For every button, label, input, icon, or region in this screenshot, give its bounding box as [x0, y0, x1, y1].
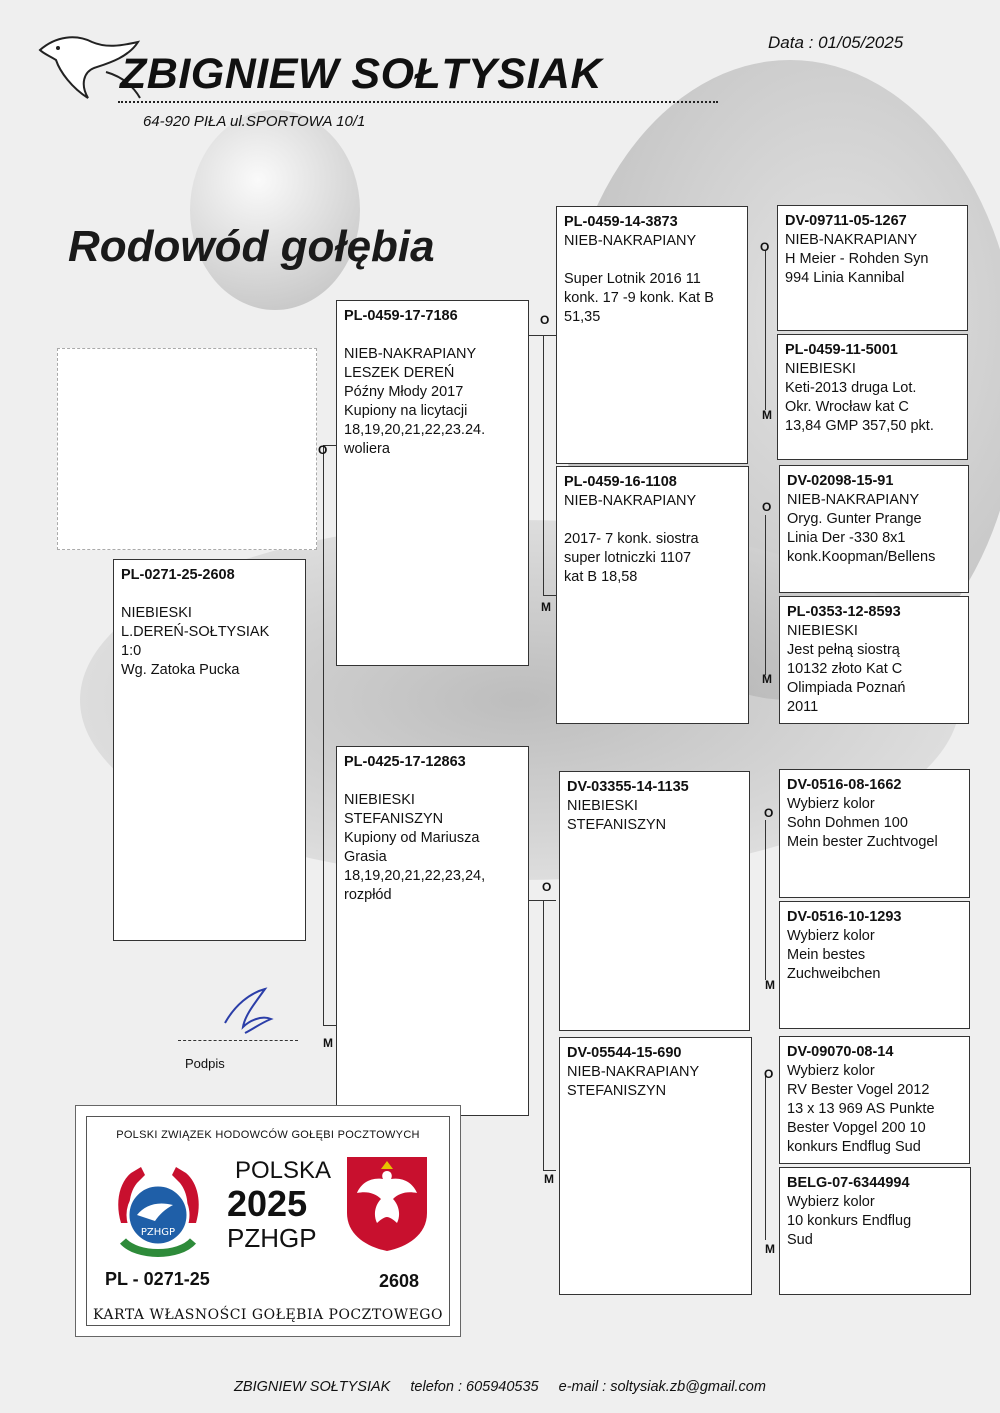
- father-box: [336, 300, 529, 666]
- ring-number: PL-0459-16-1108: [564, 474, 677, 490]
- marker-mother: M: [541, 600, 551, 614]
- pedigree-line: 18,19,20,21,22,23,24,: [344, 868, 486, 884]
- great-grandparent-box: [777, 205, 968, 331]
- connector-gen2-a: [543, 335, 544, 595]
- ring-number: DV-03355-14-1135: [567, 779, 689, 795]
- pedigree-line: konkurs Endflug Sud: [787, 1139, 921, 1155]
- card-serial-number: 2608: [379, 1271, 420, 1291]
- pedigree-line: Późny Młody 2017: [344, 384, 464, 400]
- pedigree-line: kat B 18,58: [564, 569, 638, 585]
- pedigree-line: STEFANISZYN: [567, 1083, 667, 1099]
- pedigree-line: 10 konkurs Endflug: [787, 1213, 912, 1229]
- connector-gen2-b-top: [528, 900, 556, 901]
- connector-gen3-b: [765, 515, 766, 675]
- pedigree-line: [344, 326, 521, 345]
- great-grandparent-box: [777, 334, 968, 460]
- pedigree-line: Oryg. Gunter Prange: [787, 511, 922, 527]
- marker-mother: M: [762, 672, 772, 686]
- signature-scribble: [205, 985, 290, 1040]
- pedigree-line: [564, 251, 740, 270]
- connector-gen2-b: [543, 900, 544, 1170]
- pedigree-line: rozpłód: [344, 887, 392, 903]
- pedigree-line: Sud: [787, 1232, 813, 1248]
- pedigree-line: super lotniczki 1107: [564, 550, 692, 566]
- pedigree-line: STEFANISZYN: [567, 817, 667, 833]
- footer: [0, 1379, 1000, 1395]
- connector-gen3-d: [765, 1075, 766, 1240]
- ring-number: PL-0459-14-3873: [564, 214, 678, 230]
- pedigree-line: Zuchweibchen: [787, 966, 881, 982]
- pedigree-line: 13 x 13 969 AS Punkte: [787, 1101, 935, 1117]
- great-grandparent-box: [779, 769, 970, 898]
- marker-mother: M: [762, 408, 772, 422]
- pedigree-line: Sohn Dohmen 100: [787, 815, 908, 831]
- ring-number: PL-0459-17-7186: [344, 308, 458, 324]
- pedigree-line: Mein bester Zuchtvogel: [787, 834, 938, 850]
- pedigree-line: Grasia: [344, 849, 387, 865]
- pedigree-line: 2011: [787, 699, 819, 715]
- pedigree-line: [564, 511, 741, 530]
- pedigree-line: H Meier - Rohden Syn: [785, 251, 929, 267]
- pigeon-line: NIEBIESKI: [121, 605, 192, 621]
- pedigree-line: konk.Koopman/Bellens: [787, 549, 936, 565]
- photo-placeholder: [57, 348, 317, 550]
- pedigree-line: NIEB-NAKRAPIANY: [564, 233, 697, 249]
- pedigree-line: woliera: [344, 441, 390, 457]
- connector-gen2-a-top: [528, 335, 556, 336]
- marker-mother: M: [544, 1172, 554, 1186]
- pedigree-line: LESZEK DEREŃ: [344, 365, 455, 381]
- pigeon-line: Wg. Zatoka Pucka: [121, 662, 240, 678]
- connector-gen3-a: [765, 250, 766, 410]
- signature-line: [178, 1040, 298, 1041]
- pedigree-date: Data : 01/05/2025: [768, 33, 904, 52]
- footer-email: e-mail : soltysiak.zb@gmail.com: [558, 1379, 766, 1395]
- card-org: PZHGP: [227, 1223, 317, 1253]
- pedigree-line: Super Lotnik 2016 11: [564, 271, 701, 287]
- pigeon-line: [121, 585, 298, 604]
- great-grandparent-box: [779, 465, 969, 593]
- pedigree-line: 10132 złoto Kat C: [787, 661, 903, 677]
- ring-number: PL-0459-11-5001: [785, 342, 898, 358]
- pedigree-line: 2017- 7 konk. siostra: [564, 531, 699, 547]
- page-title: Rodowód gołębia: [68, 222, 435, 271]
- pedigree-line: konk. 17 -9 konk. Kat B: [564, 290, 714, 306]
- ring-number: DV-0516-10-1293: [787, 909, 902, 925]
- pedigree-line: NIEB-NAKRAPIANY: [567, 1064, 700, 1080]
- card-year: 2025: [227, 1183, 308, 1224]
- ring-number: PL-0271-25-2608: [121, 567, 235, 583]
- background-sphere: [190, 110, 360, 310]
- connector-gen2-b-bottom: [543, 1170, 556, 1171]
- ring-number: DV-09070-08-14: [787, 1044, 894, 1060]
- ownership-card: [75, 1105, 461, 1337]
- ring-number: PL-0353-12-8593: [787, 604, 901, 620]
- pedigree-line: 994 Linia Kannibal: [785, 270, 905, 286]
- pigeon-box: [113, 559, 306, 941]
- grandparent-box: [559, 771, 750, 1031]
- great-grandparent-box: [779, 1167, 971, 1295]
- marker-father: O: [762, 500, 772, 514]
- pedigree-line: Olimpiada Poznań: [787, 680, 906, 696]
- footer-name: ZBIGNIEW SOŁTYSIAK: [234, 1379, 391, 1395]
- pedigree-line: Jest pełną siostrą: [787, 642, 900, 658]
- great-grandparent-box: [779, 901, 970, 1029]
- pedigree-line: NIEBIESKI: [785, 361, 856, 377]
- card-caption: KARTA WŁASNOŚCI GOŁĘBIA POCZTOWEGO: [93, 1307, 443, 1323]
- connector-gen2-a-bottom: [543, 595, 556, 596]
- ring-number: BELG-07-6344994: [787, 1175, 910, 1191]
- connector-gen1-bottom: [323, 1025, 336, 1026]
- pedigree-line: Mein bestes: [787, 947, 866, 963]
- footer-phone: telefon : 605940535: [410, 1379, 539, 1395]
- marker-father: O: [764, 1067, 774, 1081]
- ring-number: DV-09711-05-1267: [785, 213, 907, 229]
- pedigree-line: 13,84 GMP 357,50 pkt.: [785, 418, 934, 434]
- marker-mother: M: [765, 1242, 775, 1256]
- pedigree-line: STEFANISZYN: [344, 811, 444, 827]
- marker-mother: M: [765, 978, 775, 992]
- grandparent-box: [559, 1037, 752, 1295]
- pedigree-line: NIEB-NAKRAPIANY: [344, 346, 477, 362]
- marker-father: O: [540, 313, 550, 327]
- great-grandparent-box: [779, 596, 969, 724]
- signature-label: Podpis: [185, 1056, 225, 1071]
- pedigree-line: Wybierz kolor: [787, 1194, 875, 1210]
- pedigree-line: Keti-2013 druga Lot.: [785, 380, 917, 396]
- grandparent-box: [556, 206, 748, 464]
- ring-number: PL-0425-17-12863: [344, 754, 466, 770]
- pedigree-line: RV Bester Vogel 2012: [787, 1082, 930, 1098]
- card-country: POLSKA: [235, 1157, 332, 1184]
- ring-number: DV-0516-08-1662: [787, 777, 902, 793]
- marker-mother: M: [323, 1036, 333, 1050]
- pedigree-line: [344, 772, 521, 791]
- marker-father: O: [764, 806, 774, 820]
- pedigree-line: Wybierz kolor: [787, 796, 875, 812]
- header-underline: [118, 101, 718, 103]
- pedigree-line: Wybierz kolor: [787, 928, 875, 944]
- ring-number: DV-05544-15-690: [567, 1045, 682, 1061]
- mother-box: [336, 746, 529, 1116]
- pedigree-line: Linia Der -330 8x1: [787, 530, 906, 546]
- pedigree-line: Okr. Wrocław kat C: [785, 399, 909, 415]
- pedigree-line: 18,19,20,21,22,23.24.: [344, 422, 486, 438]
- pigeon-line: L.DEREŃ-SOŁTYSIAK: [121, 624, 270, 640]
- pedigree-line: NIEBIESKI: [567, 798, 638, 814]
- pedigree-line: NIEB-NAKRAPIANY: [785, 232, 918, 248]
- pedigree-line: Kupiony na licytacji: [344, 403, 468, 419]
- polish-eagle-icon: [343, 1153, 431, 1253]
- marker-father: O: [542, 880, 552, 894]
- card-ring-number: PL - 0271-25: [105, 1269, 210, 1289]
- pzhgp-logo-icon: [101, 1153, 216, 1268]
- marker-father: O: [318, 443, 328, 457]
- pedigree-line: NIEBIESKI: [787, 623, 858, 639]
- breeder-name: ZBIGNIEW SOŁTYSIAK: [120, 50, 602, 98]
- marker-father: O: [760, 240, 770, 254]
- pedigree-line: Kupiony od Mariusza: [344, 830, 480, 846]
- great-grandparent-box: [779, 1036, 970, 1164]
- grandparent-box: [556, 466, 749, 724]
- ring-number: DV-02098-15-91: [787, 473, 894, 489]
- pedigree-line: NIEBIESKI: [344, 792, 415, 808]
- pedigree-line: NIEB-NAKRAPIANY: [787, 492, 920, 508]
- pigeon-line: 1:0: [121, 643, 142, 659]
- pedigree-line: 51,35: [564, 309, 601, 325]
- pedigree-line: Bester Vopgel 200 10: [787, 1120, 926, 1136]
- pedigree-line: Wybierz kolor: [787, 1063, 875, 1079]
- breeder-address: 64-920 PIŁA ul.SPORTOWA 10/1: [143, 113, 366, 130]
- connector-gen3-c: [765, 820, 766, 980]
- connector-gen1: [323, 445, 324, 1025]
- svg-text:PZHGP: PZHGP: [140, 1227, 176, 1238]
- pedigree-line: NIEB-NAKRAPIANY: [564, 493, 697, 509]
- card-frame: [86, 1116, 450, 1326]
- card-issuer: POLSKI ZWIĄZEK HODOWCÓW GOŁĘBI POCZTOWYCH: [116, 1129, 420, 1141]
